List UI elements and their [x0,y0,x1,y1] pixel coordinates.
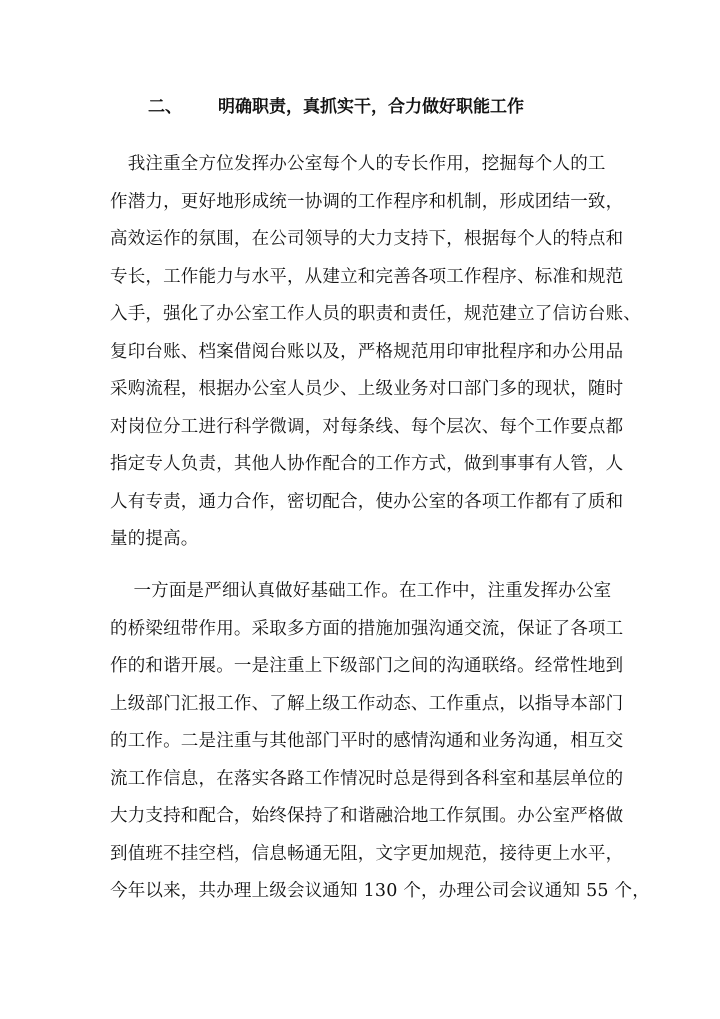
text-line: 的桥梁纽带作用。采取多方面的措施加强沟通交流，保证了各项工 [110,618,624,639]
text-line: 大力支持和配合，始终保持了和谐融洽地工作氛围。办公室严格做 [110,806,624,826]
text-line: 对岗位分工进行科学微调，对每条线、每个层次、每个工作要点都 [110,416,624,437]
text-line: 高效运作的氛围，在公司领导的大力支持下，根据每个人的特点和 [110,229,624,249]
text-line: 今年以来，共办理上级会议通知 130 个，办理公司会议通知 55 个， [110,881,650,901]
section-number: 二、 [148,97,182,117]
section-title: 明确职责，真抓实干，合力做好职能工作 [218,97,524,117]
text-line: 专长，工作能力与水平，从建立和完善各项工作程序、标准和规范 [110,266,624,287]
text-line: 指定专人负责，其他人协作配合的工作方式，做到事事有人管，人 [110,454,624,474]
text-line: 量的提高。 [110,529,199,549]
text-line: 一方面是严细认真做好基础工作。在工作中，注重发挥办公室 [110,581,612,601]
text-line: 的工作。二是注重与其他部门平时的感情沟通和业务沟通，相互交 [110,731,624,751]
text-line: 作的和谐开展。一是注重上下级部门之间的沟通联络。经常性地到 [110,656,624,676]
paragraph-2 [110,573,650,911]
text-line: 采购流程，根据办公室人员少、上级业务对口部门多的现状，随时 [110,379,624,399]
text-line: 作潜力，更好地形成统一协调的工作程序和机制，形成团结一致， [110,191,624,212]
text-line: 上级部门汇报工作、了解上级工作动态、工作重点，以指导本部门 [110,693,624,714]
section-heading [148,94,648,120]
text-line: 入手，强化了办公室工作人员的职责和责任，规范建立了信访台账、 [110,304,641,324]
text-line: 流工作信息，在落实各路工作情况时总是得到各科室和基层单位的 [110,768,624,789]
text-line: 我注重全方位发挥办公室每个人的专长作用，挖掘每个人的工 [110,154,606,174]
text-line: 人有专责，通力合作，密切配合，使办公室的各项工作都有了质和 [110,491,624,512]
paragraph-1 [110,146,641,559]
text-line: 到值班不挂空档，信息畅通无阻，文字更加规范，接待更上水平， [110,843,624,864]
text-line: 复印台账、档案借阅台账以及，严格规范用印审批程序和办公用品 [110,341,624,362]
